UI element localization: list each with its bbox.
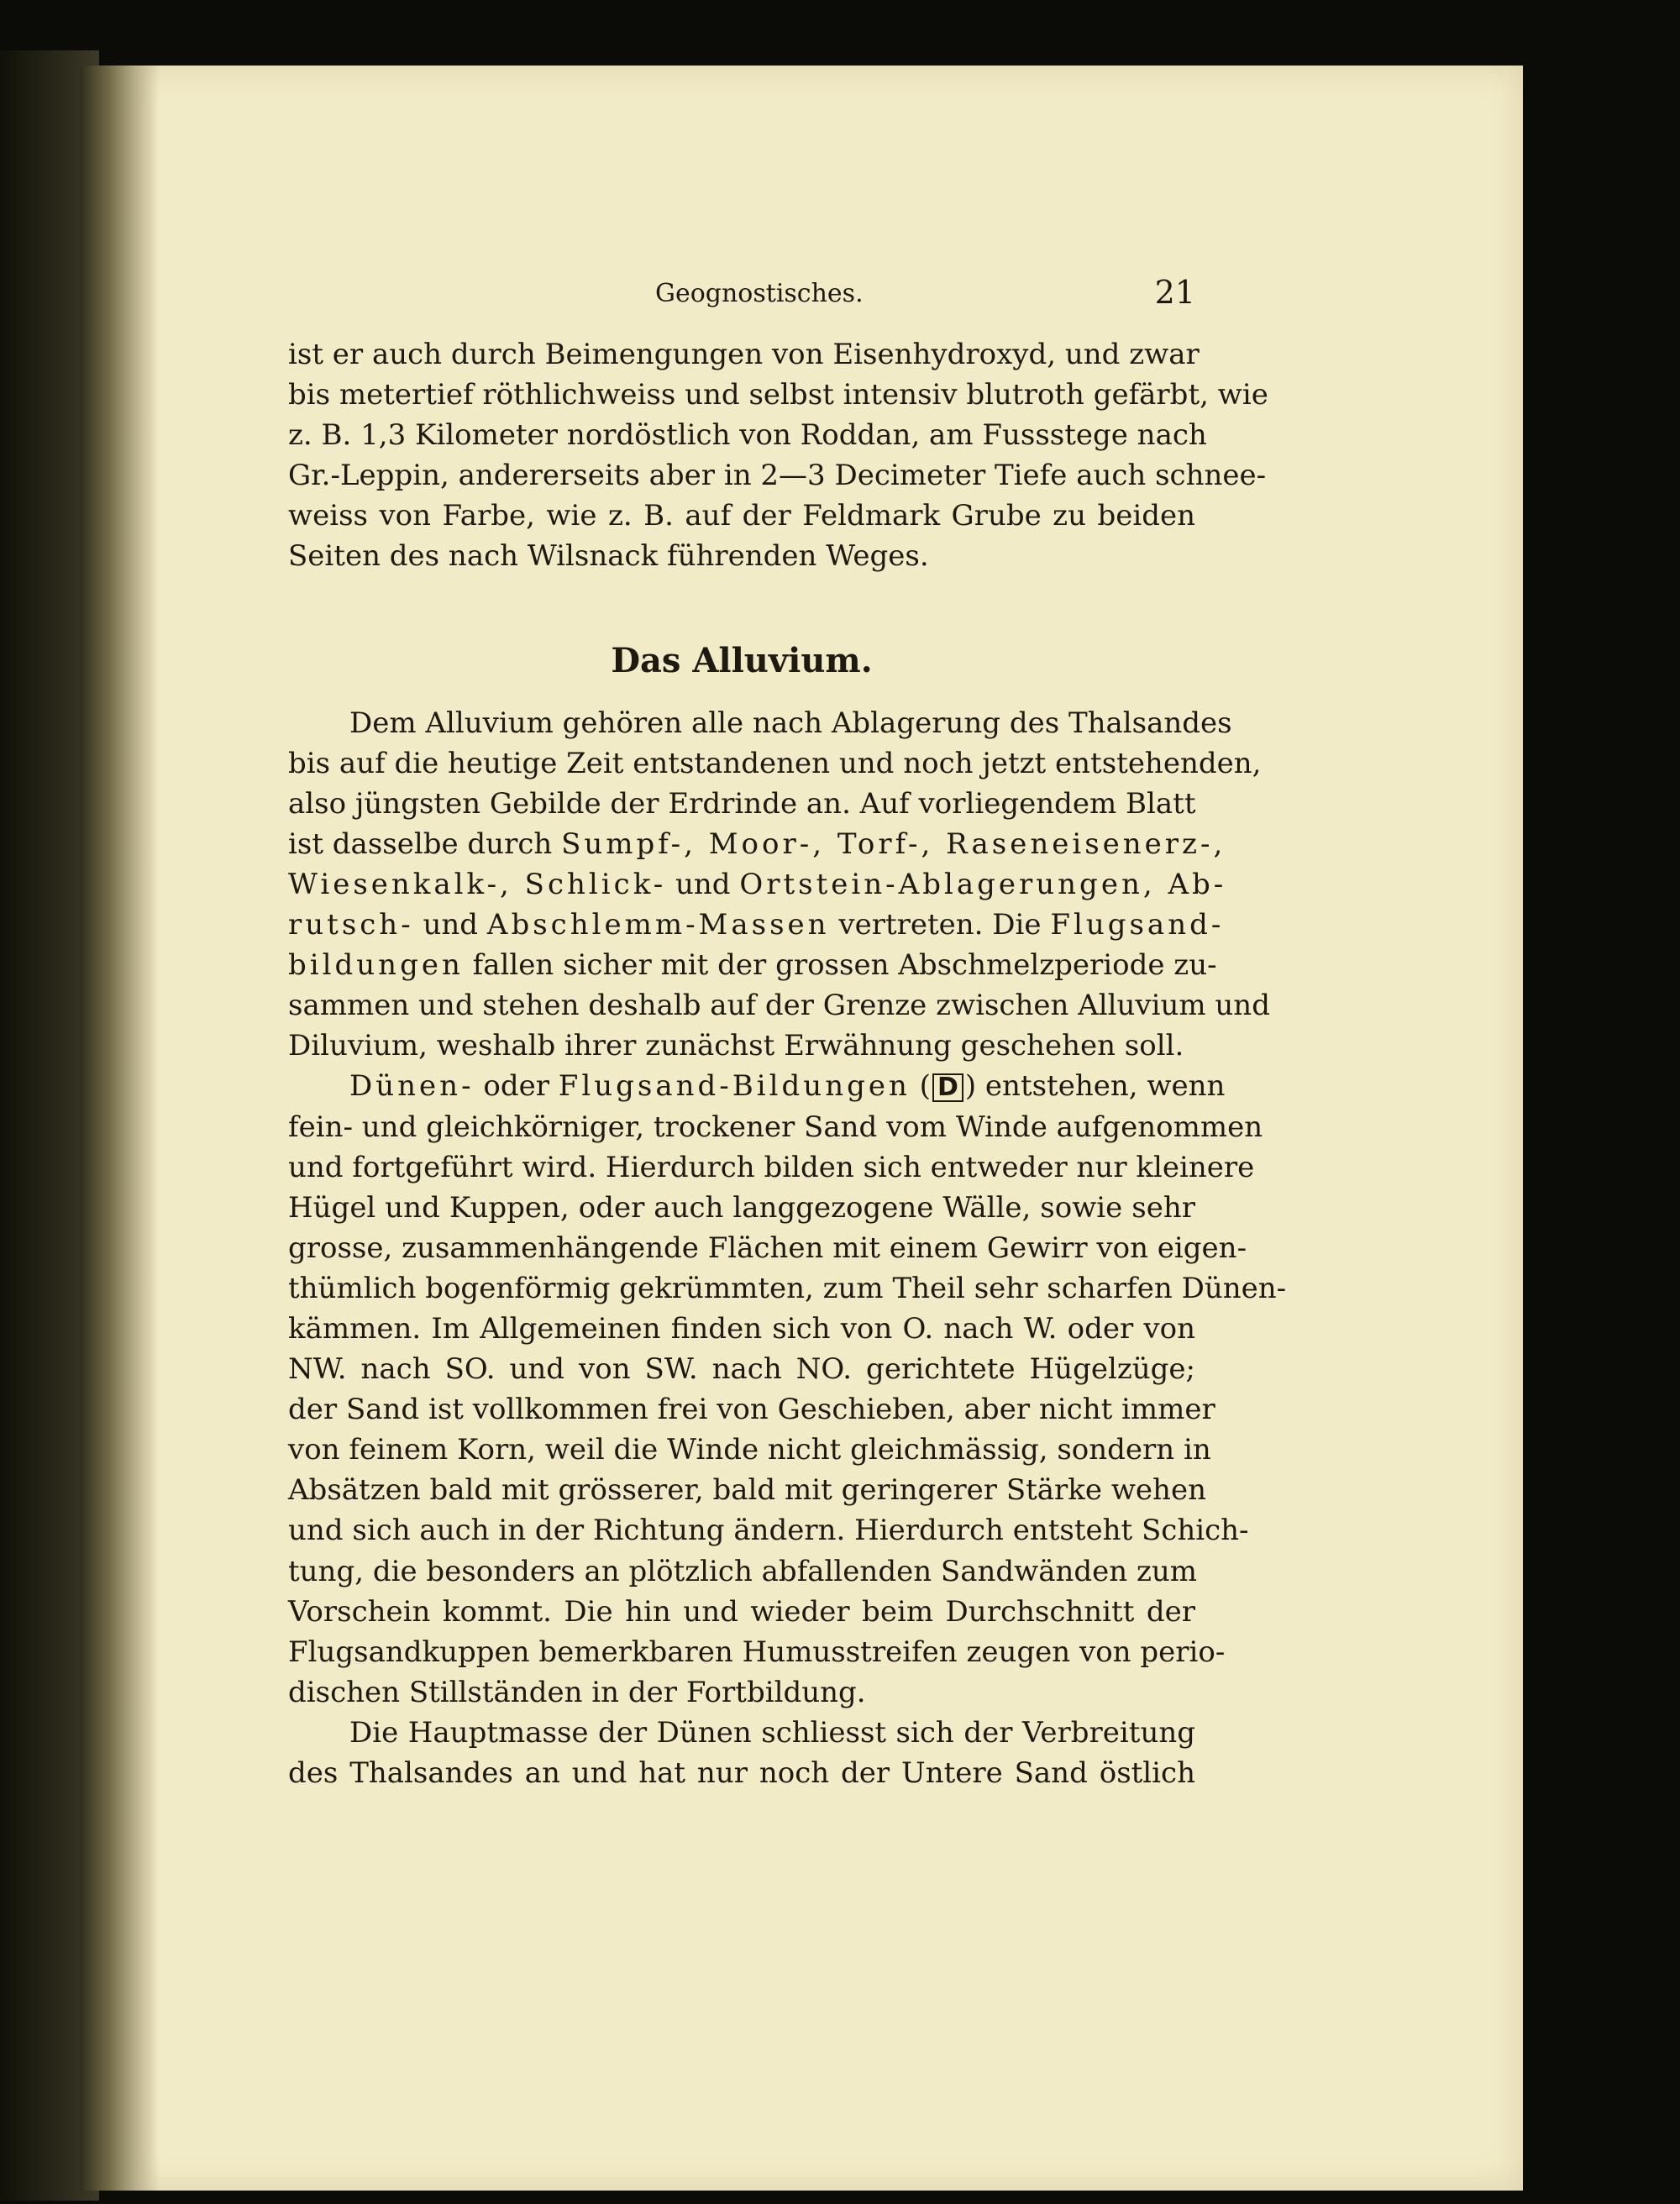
- text-line: weiss von Farbe, wie z. B. auf der Feldmark Grube zu beiden: [288, 499, 1195, 533]
- text-line: grosse, zusammenhängende Flächen mit einem Gewirr von eigen-: [288, 1231, 1247, 1265]
- text-line: NW. nach SO. und von SW. nach NO. gerichtete Hügelzüge;: [288, 1352, 1195, 1387]
- text-line: [288, 905, 1225, 945]
- text-line: Hügel und Kuppen, oder auch langgezogene Wälle, sowie sehr: [288, 1190, 1195, 1225]
- text-line: z. B. 1,3 Kilometer nordöstlich von Roddan, am Fussstege nach: [288, 418, 1207, 453]
- text-line: Absätzen bald mit grösserer, bald mit geringerer Stärke wehen: [288, 1473, 1206, 1508]
- text-line: und fortgeführt wird. Hierdurch bilden sich entweder nur kleinere: [288, 1150, 1255, 1184]
- gutter-shadow: [80, 66, 160, 2191]
- text-line: und sich auch in der Richtung ändern. Hierdurch entsteht Schich-: [288, 1514, 1249, 1548]
- text-line: kämmen. Im Allgemeinen finden sich von O. nach W. oder von: [288, 1311, 1195, 1346]
- paragraph-1: [288, 334, 1268, 577]
- text-line: dischen Stillständen in der Fortbildung.: [288, 1675, 866, 1709]
- text-run: vertreten. Die: [829, 908, 1051, 942]
- page-header: [288, 274, 1195, 316]
- text-line: von feinem Korn, weil die Winde nicht gleichmässig, sondern in: [288, 1433, 1211, 1467]
- text-line: sammen und stehen deshalb auf der Grenze zwischen Alluvium und: [288, 989, 1270, 1023]
- text-line: Vorschein kommt. Die hin und wieder beim Durchschnitt der: [288, 1594, 1195, 1629]
- page-number: 21: [1154, 274, 1195, 311]
- body-text: [288, 334, 1287, 1793]
- text-run: ) entstehen, wenn: [964, 1069, 1226, 1104]
- text-run: und: [666, 867, 740, 901]
- emphasized-term: Dünen-: [349, 1069, 475, 1104]
- text-run: ist dasselbe durch: [288, 826, 562, 861]
- text-line: der Sand ist vollkommen frei von Geschieben, aber nicht immer: [288, 1393, 1215, 1427]
- text-line: bis auf die heutige Zeit entstandenen und noch jetzt entstehenden,: [288, 746, 1262, 780]
- running-head: Geognostisches.: [655, 279, 864, 308]
- text-line: [288, 824, 1226, 864]
- text-run: (: [910, 1069, 931, 1104]
- emphasized-term: bildungen: [288, 948, 464, 983]
- text-line: also jüngsten Gebilde der Erdrinde an. Auf vorliegendem Blatt: [288, 786, 1196, 821]
- text-run: und: [413, 908, 487, 942]
- text-line: [288, 864, 1227, 905]
- text-line: Gr.-Leppin, andererseits aber in 2—3 Decimeter Tiefe auch schnee-: [288, 459, 1267, 493]
- paragraph-4: [288, 1713, 1195, 1793]
- text-run: oder: [474, 1069, 559, 1104]
- text-line: Diluvium, weshalb ihrer zunächst Erwähnung geschehen soll.: [288, 1029, 1184, 1063]
- text-line: des Thalsandes an und hat nur noch der Untere Sand östlich: [288, 1756, 1195, 1790]
- emphasized-term: Sumpf-, Moor-, Torf-, Raseneisenerz-,: [561, 826, 1226, 861]
- emphasized-term: Ortstein-Ablagerungen, Ab-: [739, 867, 1227, 901]
- emphasized-term: rutsch-: [288, 908, 414, 942]
- emphasized-term: Wiesenkalk-, Schlick-: [288, 867, 667, 901]
- text-line: thümlich bogenförmig gekrümmten, zum Theil sehr scharfen Dünen-: [288, 1271, 1287, 1305]
- text-line: bis metertief röthlichweiss und selbst intensiv blutroth gefärbt, wie: [288, 378, 1268, 412]
- emphasized-term: Flugsand-: [1050, 908, 1225, 942]
- text-line: Dem Alluvium gehören alle nach Ablagerung des Thalsandes: [349, 706, 1232, 740]
- emphasized-term: Flugsand-Bildungen: [558, 1069, 911, 1104]
- paragraph-2: [288, 703, 1270, 1067]
- text-line: [288, 1066, 1226, 1106]
- text-line: Die Hauptmasse der Dünen schliesst sich der Verbreitung: [349, 1715, 1195, 1750]
- text-line: Flugsandkuppen bemerkbaren Humusstreifen zeugen von perio-: [288, 1635, 1226, 1669]
- paragraph-3: [288, 1066, 1287, 1713]
- text-run: fallen sicher mit der grossen Abschmelzperiode zu-: [463, 948, 1217, 983]
- section-title: Das Alluvium.: [611, 640, 873, 680]
- text-line: ist er auch durch Beimengungen von Eisenhydroxyd, und zwar: [288, 338, 1200, 371]
- map-symbol-d: D: [932, 1073, 963, 1102]
- text-line: tung, die besonders an plötzlich abfallenden Sandwänden zum: [288, 1554, 1198, 1588]
- text-line: fein- und gleichkörniger, trockener Sand vom Winde aufgenommen: [288, 1110, 1263, 1144]
- text-line: [288, 945, 1217, 985]
- text-line: Seiten des nach Wilsnack führenden Weges.: [288, 539, 929, 574]
- emphasized-term: Abschlemm-Massen: [486, 908, 830, 942]
